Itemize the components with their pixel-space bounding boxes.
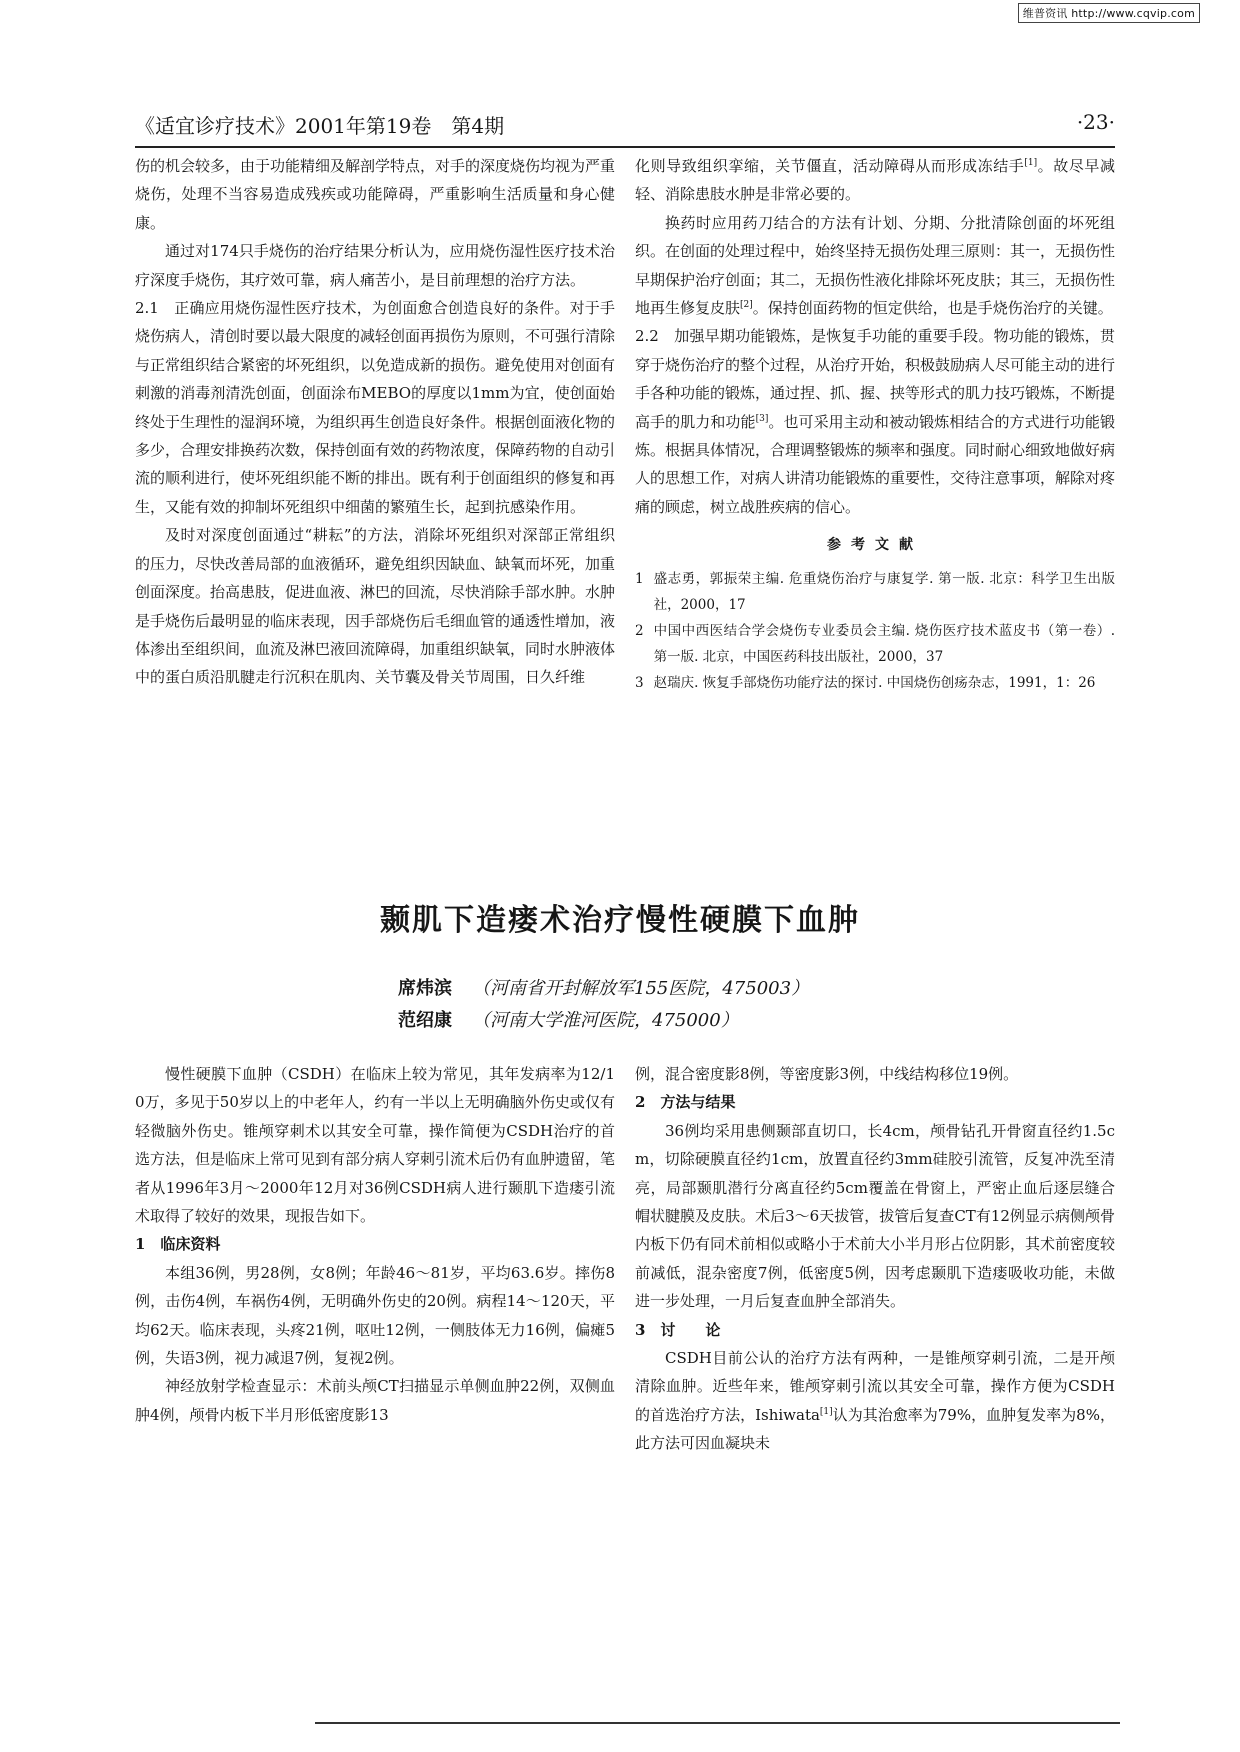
section-heading: 2 方法与结果	[635, 1093, 736, 1112]
paragraph: 2.2 加强早期功能锻炼，是恢复手功能的重要手段。物功能的锻炼，贯穿于烧伤治疗的整个过程，从治疗开始，积极鼓励病人尽可能主动的进行手各种功能的锻炼，通过捏、抓、握、挟等形式的肌力技巧锻炼，不断提高手的肌力和功能[3]。也可采用主动和被动锻炼相结合的方式进行功能锻炼。根据具体情况，合理调整锻炼的频率和强度。同时耐心细致地做好病人的思想工作，对病人讲清功能锻炼的重要性，交待注意事项，解除对疼痛的顾虑，树立战胜疾病的信心。	[635, 327, 1116, 516]
reference-number: 3	[635, 674, 644, 691]
reference-item	[635, 670, 1115, 696]
reference-number: 2	[635, 622, 644, 639]
author-affiliation: （河南大学淮河医院，475000）	[472, 1010, 739, 1031]
references-heading: 参考文献	[827, 537, 923, 554]
page-number: ·23·	[1076, 110, 1115, 134]
citation: [1]	[819, 1406, 833, 1417]
article-right-column	[635, 1060, 1115, 1458]
author-affiliation: （河南省开封解放军155医院，475003）	[472, 978, 810, 999]
author-line	[398, 1006, 739, 1032]
author-name: 席炜滨	[398, 978, 452, 999]
header-rule	[135, 146, 1115, 148]
footer-rule	[315, 1722, 1120, 1724]
article-title: 颞肌下造瘘术治疗慢性硬膜下血肿	[380, 903, 860, 938]
journal-name: 《适宜诊疗技术》2001年第19卷 第4期	[135, 114, 505, 138]
author-line	[398, 974, 809, 1000]
paragraph: 伤的机会较多，由于功能精细及解剖学特点，对手的深度烧伤均视为严重烧伤，处理不当容易造成残疾或功能障碍，严重影响生活质量和身心健康。	[135, 157, 616, 232]
prev-article-left-column	[135, 152, 615, 692]
paragraph: 神经放射学检查显示：术前头颅CT扫描显示单侧血肿22例，双侧血肿4例，颅骨内板下半月形低密度影13	[135, 1377, 615, 1424]
paragraph: 通过对174只手烧伤的治疗结果分析认为，应用烧伤湿性医疗技术治疗深度手烧伤，其疗效可靠，病人痛苦小，是目前理想的治疗方法。	[135, 242, 615, 289]
article-left-column	[135, 1060, 615, 1429]
section-heading: 1 临床资料	[135, 1235, 221, 1254]
paragraph: 本组36例，男28例，女8例；年龄46～81岁，平均63.6岁。摔伤8例，击伤4例，车祸伤4例，无明确外伤史的20例。病程14～120天，平均62天。临床表现，头疼21例，呕吐12例，一侧肢体无力16例，偏瘫5例，失语3例，视力减退7例，复视2例。	[135, 1263, 615, 1368]
author-name: 范绍康	[398, 1010, 452, 1031]
running-header	[135, 110, 1115, 139]
paragraph: 2.1 正确应用烧伤湿性医疗技术，为创面愈合创造良好的条件。对于手烧伤病人，清创时要以最大限度的减轻创面再损伤为原则，不可强行清除与正常组织结合紧密的坏死组织，以免造成新的损伤。避免使用对创面有刺激的消毒剂清洗创面，创面涂布MEBO的厚度以1mm为宜，使创面始终处于生理性的湿润环境，为组织再生创造良好条件。根据创面液化物的多少，合理安排换药次数，保持创面有效的药物浓度，保障药物的自动引流的顺利进行，使坏死组织能不断的排出。既有利于创面组织的修复和再生，又能有效的抑制坏死组织中细菌的繁殖生长，起到抗感染作用。	[135, 299, 616, 516]
citation: [2]	[740, 300, 753, 311]
reference-text: 盛志勇，郭振荣主编. 危重烧伤治疗与康复学. 第一版. 北京：科学卫生出版社，2000，17	[653, 570, 1115, 613]
reference-text: 中国中西医结合学会烧伤专业委员会主编. 烧伤医疗技术蓝皮书（第一卷）. 第一版. 北京，中国医药科技出版社，2000，37	[653, 622, 1115, 665]
reference-item	[635, 566, 1115, 618]
watermark: 维普资讯 http://www.cqvip.com	[1018, 3, 1200, 23]
citation: [1]	[1024, 158, 1038, 168]
paragraph: 换药时应用药刀结合的方法有计划、分期、分批清除创面的坏死组织。在创面的处理过程中，始终坚持无损伤处理三原则：其一，无损伤性早期保护治疗创面；其二，无损伤性液化排除坏死皮肤；其三，无损伤性地再生修复皮肤[2]。保持创面药物的恒定供给，也是手烧伤治疗的关键。	[635, 213, 1116, 318]
paragraph: CSDH目前公认的治疗方法有两种，一是锥颅穿刺引流，二是开颅清除血肿。近些年来，锥颅穿刺引流以其安全可靠，操作方便为CSDH的首选治疗方法，Ishiwata[1]认为其治愈率为79%，血肿复发率为8%，此方法可因血凝块未	[635, 1349, 1115, 1453]
references-list	[635, 566, 1115, 696]
paragraph: 36例均采用患侧颞部直切口，长4cm，颅骨钻孔开骨窗直径约1.5cm，切除硬膜直径约1cm，放置直径约3mm硅胶引流管，反复冲洗至清亮，局部颞肌潜行分离直径约5cm覆盖在骨窗上，严密止血后逐层缝合帽状腱膜及皮肤。术后3～6天拔管，拔管后复查CT有12例显示病侧颅骨内板下仍有同术前相似或略小于术前大小半月形占位阴影，其术前密度较前减低，混杂密度7例，低密度5例，因考虑颞肌下造瘘吸收功能，未做进一步处理，一月后复查血肿全部消失。	[635, 1121, 1116, 1311]
reference-text: 赵瑞庆. 恢复手部烧伤功能疗法的探讨. 中国烧伤创疡杂志，1991，1：26	[653, 674, 1096, 691]
paragraph: 及时对深度创面通过“耕耘”的方法，消除坏死组织对深部正常组织的压力，尽快改善局部的血液循环，避免组织因缺血、缺氧而坏死，加重创面深度。抬高患肢，促进血液、淋巴的回流，尽快消除手部水肿。水肿是手烧伤后最明显的临床表现，因手部烧伤后毛细血管的通透性增加，液体渗出至组织间，血流及淋巴液回流障碍，加重组织缺氧，同时水肿液体中的蛋白质沿肌腱走行沉积在肌肉、关节囊及骨关节周围，日久纤维	[135, 526, 616, 687]
paragraph: 化则导致组织挛缩，关节僵直，活动障碍从而形成冻结手[1]。故尽早减轻、消除患肢水肿是非常必要的。	[635, 157, 1115, 204]
reference-item	[635, 618, 1115, 670]
section-heading: 3 讨 论	[635, 1320, 721, 1339]
reference-number: 1	[635, 570, 644, 587]
citation: [3]	[755, 413, 769, 424]
paragraph: 例，混合密度影8例，等密度影3例，中线结构移位19例。	[635, 1065, 1019, 1083]
intro-paragraph: 慢性硬膜下血肿（CSDH）在临床上较为常见，其年发病率为12/10万，多见于50岁以上的中老年人，约有一半以上无明确脑外伤史或仅有轻微脑外伤史。锥颅穿刺术以其安全可靠，操作简便为CSDH治疗的首选方法，但是临床上常可见到有部分病人穿刺引流术后仍有血肿遗留，笔者从1996年3月～2000年12月对36例CSDH病人进行颞肌下造瘘引流术取得了较好的效果，现报告如下。	[135, 1065, 616, 1226]
prev-article-right-column	[635, 152, 1115, 696]
